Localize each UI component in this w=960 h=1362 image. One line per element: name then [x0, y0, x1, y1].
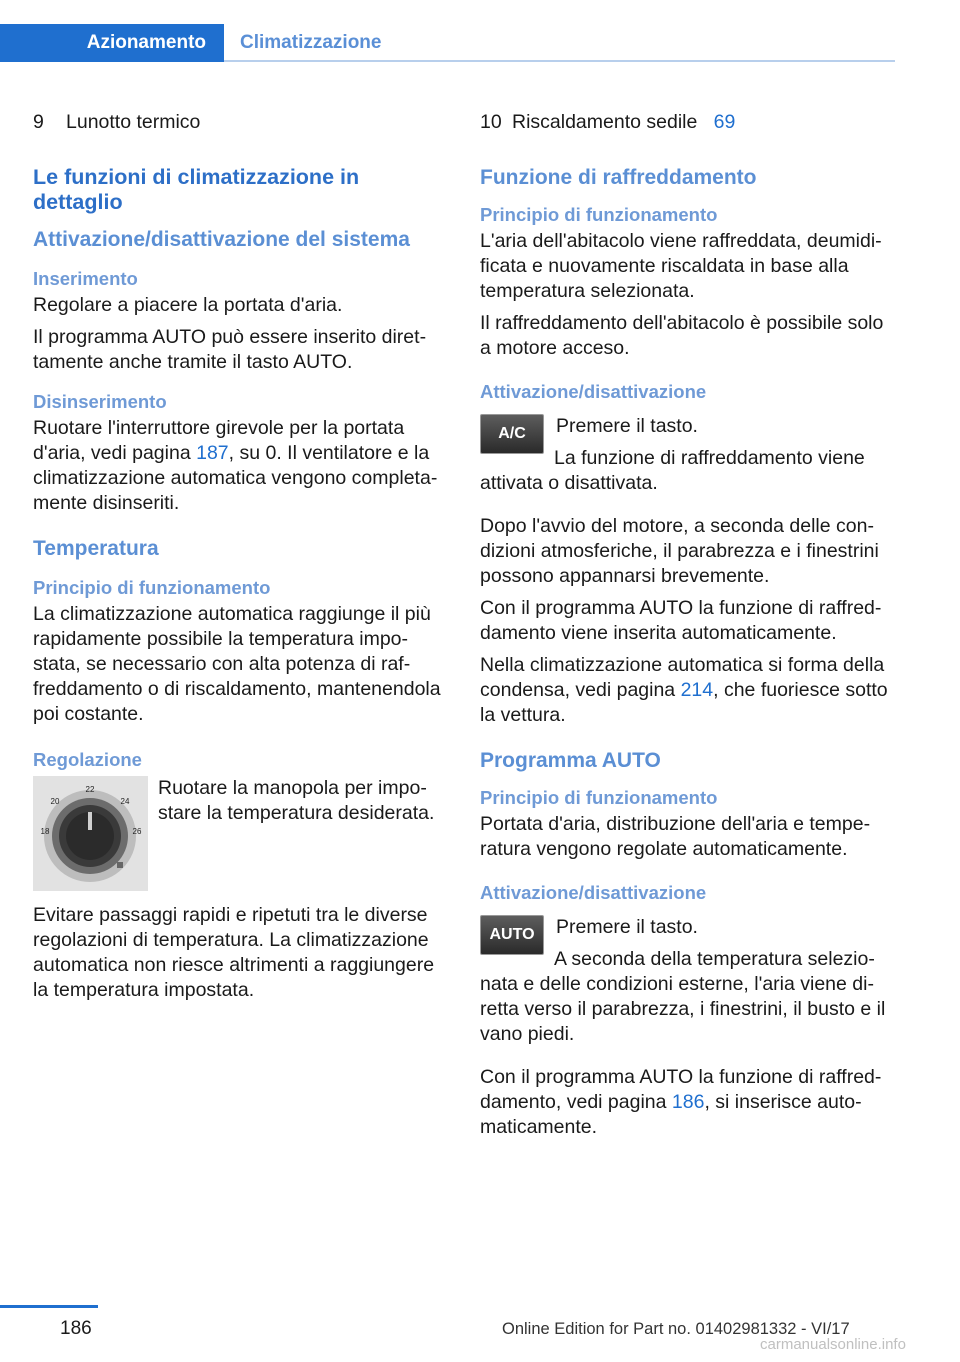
- section-title: Le funzioni di climatizzazione in dettaglio: [33, 165, 360, 214]
- list-text: [512, 110, 735, 135]
- knob-label: 20: [50, 797, 60, 806]
- section-title-cooling: Funzione di raffreddamento: [480, 166, 757, 189]
- text: , si inserisce automaticamente.: [480, 1091, 862, 1138]
- knob-label: 24: [120, 797, 130, 806]
- list-text: Lunotto termico: [66, 111, 201, 133]
- heading-principle: Principio di funzionamento: [33, 577, 271, 598]
- heading-regolazione: Regolazione: [33, 749, 142, 770]
- paragraph: L'aria dell'abitacolo viene raffreddata, deumidificata e nuovamente riscaldata in base alla temperatura selezionata.: [480, 230, 882, 302]
- knob-label: 22: [85, 785, 95, 794]
- paragraph: Regolare a piacere la portata d'aria.: [33, 294, 343, 316]
- page-link-69[interactable]: 69: [713, 111, 736, 133]
- heading-inserimento: Inserimento: [33, 268, 138, 289]
- text: , che fuoriesce sotto la vettura.: [480, 679, 888, 726]
- list-item: [480, 110, 894, 135]
- auto-button-image: AUTO: [480, 915, 544, 955]
- paragraph: Premere il tasto.: [556, 916, 698, 938]
- heading-activation: Attivazione/disattivazione: [480, 381, 707, 402]
- subsection-title-auto: Programma AUTO: [480, 749, 661, 772]
- heading-principle: Principio di funzionamento: [480, 787, 718, 808]
- knob-label: 26: [132, 827, 142, 836]
- list-item: [33, 110, 447, 135]
- paragraph: [480, 653, 894, 728]
- page-link-187[interactable]: 187: [196, 442, 229, 464]
- left-column: [33, 110, 447, 1010]
- paragraph: [33, 416, 447, 516]
- paragraph: Il raffreddamento dell'abitacolo è possibile solo a motore acceso.: [480, 312, 884, 359]
- paragraph: Portata d'aria, distribuzione dell'aria e temperatura vengono regolate automaticamente.: [480, 813, 871, 860]
- knob-label: 18: [40, 827, 50, 836]
- page-link-214[interactable]: 214: [680, 679, 714, 701]
- paragraph: Dopo l'avvio del motore, a seconda delle condizioni atmosferiche, il parabrezza e i finestrini possono appannarsi brevemente.: [480, 515, 879, 587]
- paragraph: Il programma AUTO può essere inserito direttamente anche tramite il tasto AUTO.: [33, 326, 427, 373]
- paragraph: A seconda della temperatura selezionata e delle condizioni esterne, l'aria viene diretta verso il parabrezza, i finestrini, il busto e il vano piedi.: [480, 948, 886, 1045]
- text: Riscaldamento sedile: [512, 111, 698, 133]
- page-number: 186: [60, 1318, 92, 1339]
- ac-button-image: A/C: [480, 414, 544, 454]
- page-link-186[interactable]: 186: [671, 1091, 705, 1113]
- heading-activation: Attivazione/disattivazione: [480, 882, 707, 903]
- subsection-title-activation: Attivazione/disattivazione del sistema: [33, 228, 410, 251]
- text: Ruotare l'interruttore girevole per la portata d'aria, vedi pagina: [33, 417, 405, 464]
- temperature-knob-image: [33, 776, 148, 891]
- text: Nella climatizzazione automatica si forma della condensa, vedi pagina: [480, 654, 885, 701]
- paragraph: [480, 1065, 894, 1140]
- regulation-figure-row: [33, 776, 447, 891]
- paragraph: La funzione di raffreddamento viene attivata o disattivata.: [480, 447, 865, 494]
- list-number: 9: [33, 111, 44, 133]
- text: Con il programma AUTO la funzione di raffreddamento, vedi pagina: [480, 1066, 882, 1113]
- footer-divider: [0, 1305, 98, 1308]
- heading-disinserimento: Disinserimento: [33, 391, 167, 412]
- header-divider: [224, 60, 895, 62]
- paragraph: Premere il tasto.: [556, 415, 698, 437]
- paragraph: La climatizzazione automatica raggiunge il più rapidamente possibile la temperatura impostata, se necessario con alta potenza di raffreddamento o di riscaldamento, mantenendola poi costante.: [33, 603, 441, 725]
- watermark: carmanualsonline.info: [760, 1336, 906, 1353]
- heading-principle: Principio di funzionamento: [480, 204, 718, 225]
- paragraph: Evitare passaggi rapidi e ripetuti tra le diverse regolazioni di temperatura. La climatizzazione automatica non riesce altrimenti a raggiungere la temperatura impostata.: [33, 904, 435, 1001]
- section-tab-azionamento[interactable]: Azionamento: [0, 24, 224, 62]
- paragraph: Con il programma AUTO la funzione di raffreddamento viene inserita automaticamente.: [480, 597, 882, 644]
- paragraph: Ruotare la manopola per impostare la temperatura desiderata.: [158, 777, 435, 824]
- section-tab-climatizzazione[interactable]: Climatizzazione: [240, 32, 382, 53]
- temperature-knob-icon: [33, 776, 148, 891]
- edition-text: Online Edition for Part no. 01402981332 - VI/17: [502, 1320, 850, 1338]
- right-column: [480, 110, 894, 1147]
- list-number: 10: [480, 111, 502, 133]
- subsection-title-temperature: Temperatura: [33, 537, 159, 560]
- text: , su 0. Il ventilatore e la climatizzazione automatica vengono completamente disinseriti.: [33, 442, 438, 514]
- page-header: [0, 24, 895, 62]
